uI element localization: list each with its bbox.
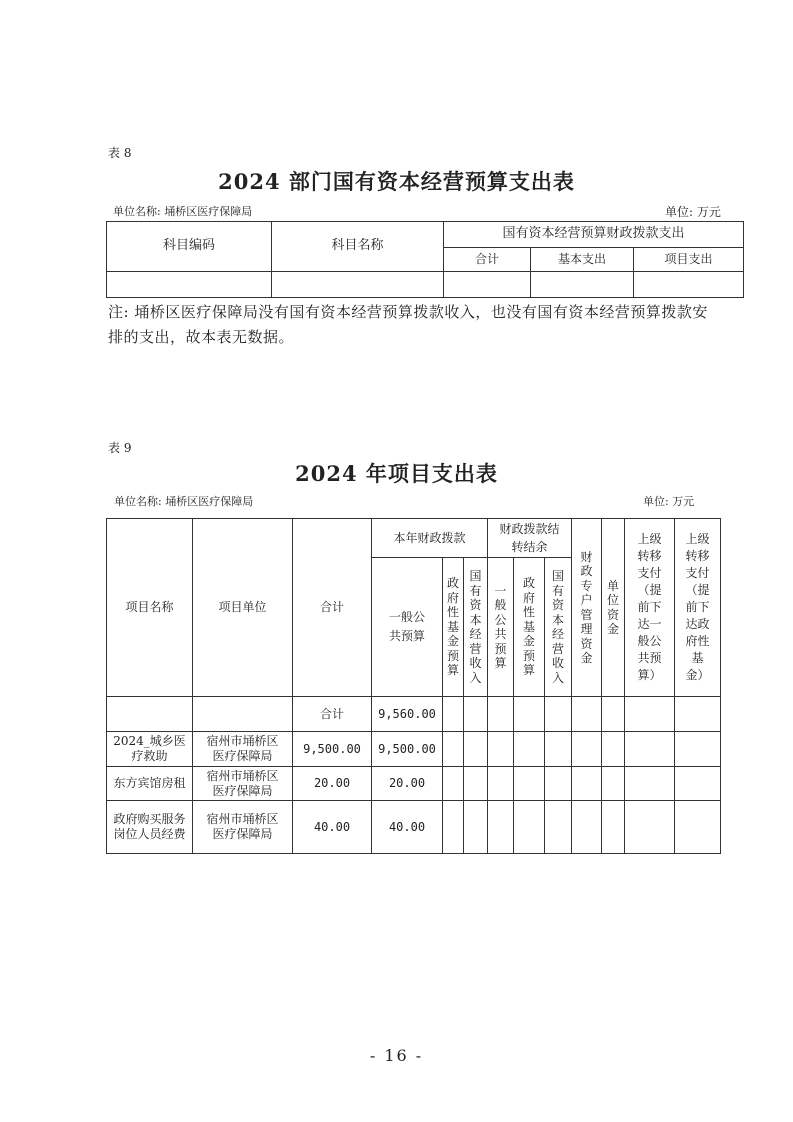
header-special-mgmt: 财政专户管理资金 [572, 519, 602, 697]
table-cell [634, 272, 744, 298]
table-cell [531, 272, 634, 298]
header-project: 项目支出 [634, 248, 744, 272]
header-state-capital: 国有资本经营收入 [464, 558, 488, 697]
page-number: - 16 - [369, 1046, 424, 1065]
header-state-capital-group: 国有资本经营预算财政拨款支出 [444, 222, 744, 248]
row-name: 2024_城乡医疗救助 [107, 732, 193, 767]
table9-label: 表 9 [108, 441, 132, 455]
table8-label: 表 8 [108, 146, 132, 160]
header-total: 合计 [444, 248, 531, 272]
table-cell [107, 272, 272, 298]
row-total: 40.00 [293, 801, 372, 854]
total-row-label: 合计 [293, 697, 372, 732]
header-current-year: 本年财政拨款 [372, 519, 488, 558]
header-gov-fund: 政府性基金预算 [443, 558, 464, 697]
total-row-general-public: 9,560.00 [372, 697, 443, 732]
header-co-gov-fund: 政府性基金预算 [514, 558, 545, 697]
table8 [106, 221, 744, 298]
table8-note: 注: 埇桥区医疗保障局没有国有资本经营预算拨款收入，也没有国有资本经营预算拨款安排的支出，故本表无数据。 [108, 303, 708, 346]
header-item-unit: 项目单位 [193, 519, 293, 697]
header-transfer-gov-fund: 上级转移支付（提前下达政府性基金） [675, 519, 721, 697]
header-unit-funds: 单位资金 [602, 519, 625, 697]
table-row-total [107, 697, 721, 732]
header-item-name: 项目名称 [107, 519, 193, 697]
table-cell [444, 272, 531, 298]
row-name: 政府购买服务岗位人员经费 [107, 801, 193, 854]
header-subject-code: 科目编码 [107, 222, 272, 272]
table8-unit-name: 单位名称: 埇桥区医疗保障局 [113, 205, 253, 218]
table9-title: 2024 年项目支出表 [295, 461, 498, 486]
row-general-public: 20.00 [372, 767, 443, 801]
header-basic: 基本支出 [531, 248, 634, 272]
header-subject-name: 科目名称 [272, 222, 444, 272]
row-general-public: 40.00 [372, 801, 443, 854]
table-row [107, 767, 721, 801]
table-row [107, 801, 721, 854]
row-unit: 宿州市埇桥区医疗保障局 [193, 732, 293, 767]
row-name: 东方宾馆房租 [107, 767, 193, 801]
table8-title: 2024 部门国有资本经营预算支出表 [218, 169, 575, 194]
header-total: 合计 [293, 519, 372, 697]
table-row [107, 732, 721, 767]
header-co-general: 一般公共预算 [488, 558, 514, 697]
row-unit: 宿州市埇桥区医疗保障局 [193, 801, 293, 854]
header-carryover: 财政拨款结转结余 [488, 519, 572, 558]
header-transfer-general: 上级转移支付（提前下达一般公共预算） [625, 519, 675, 697]
table9 [106, 518, 721, 854]
table-cell [272, 272, 444, 298]
table-row [107, 272, 744, 298]
table9-unit: 单位: 万元 [643, 495, 695, 508]
row-total: 9,500.00 [293, 732, 372, 767]
row-total: 20.00 [293, 767, 372, 801]
row-unit: 宿州市埇桥区医疗保障局 [193, 767, 293, 801]
header-general-public: 一般公共预算 [372, 558, 443, 697]
row-general-public: 9,500.00 [372, 732, 443, 767]
header-co-state-capital: 国有资本经营收入 [545, 558, 572, 697]
table8-unit: 单位: 万元 [665, 205, 721, 219]
table9-unit-name: 单位名称: 埇桥区医疗保障局 [114, 495, 254, 508]
